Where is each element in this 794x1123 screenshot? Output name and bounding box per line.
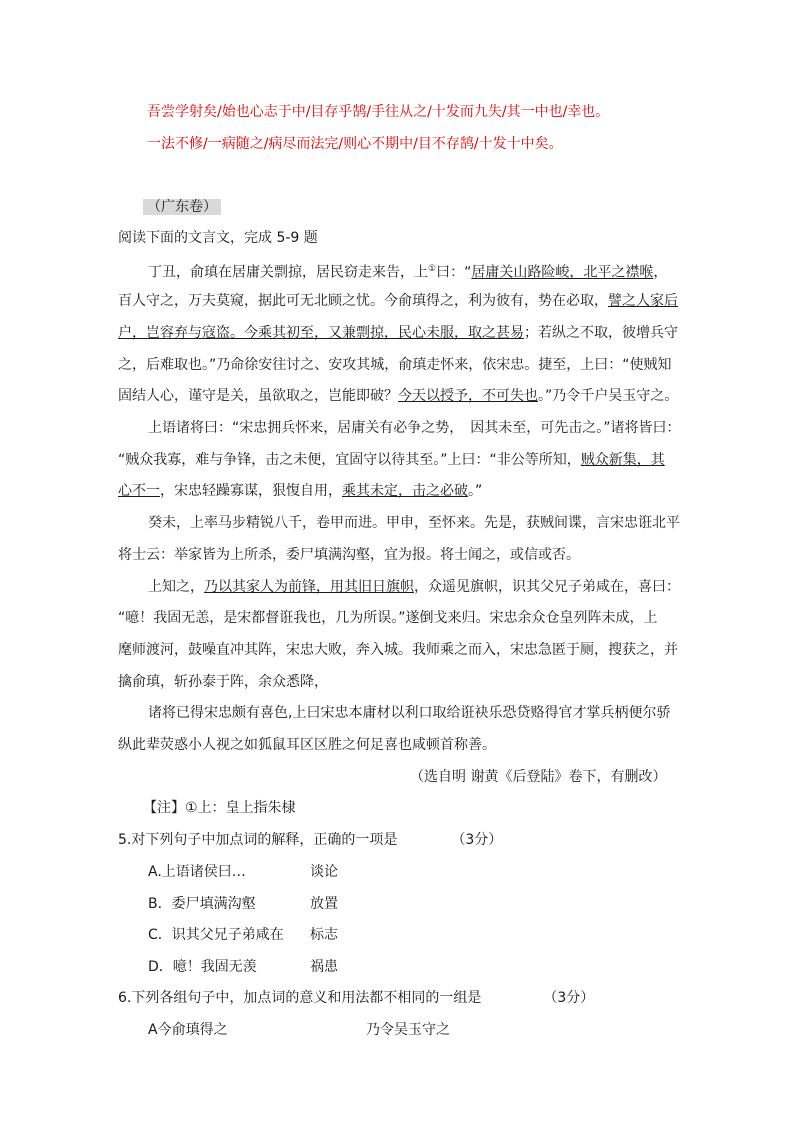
p2-line-2: “贼众我寡，难与争锋，击之未便，宜固守以待其至。”上曰：“非公等所知，贼众新集，其 (118, 452, 665, 468)
p4-line-1: 上知之，乃以其家人为前锋，用其旧日旗帜，众遥见旗帜，识其父兄子弟咸在，喜曰： (148, 579, 680, 595)
instruction: 阅读下面的文言文，完成 5-9 题 (118, 230, 318, 246)
p4-line-4: 擒俞瑱，斩孙泰于阵，余众悉降， (118, 674, 328, 690)
q5-option-a: A.上语诸侯曰… 谈论 (148, 864, 338, 880)
p4-line-3: 麾师渡河，鼓噪直冲其阵，宋忠大败，奔入城。我师乘之而入，宋忠急匿于厕，搜获之，并 (118, 642, 678, 658)
source-citation: （选自明 谢黄《后登陆》卷下，有删改） (410, 769, 667, 785)
p4-line-2: “噫！我固无恙，是宋都督诳我也，几为所误。”遂倒戈来归。宋忠余众仓皇列阵未成，上 (118, 610, 658, 626)
p2-line-1: 上语诸将曰：“宋忠拥兵怀来，居庸关有必争之势， 因其未至，可先击之。”诸将皆曰： (148, 420, 681, 436)
red-line-2: 一法不修/一病随之/病尽而法完/则心不期中/目不存鹄/十发十中矣。 (147, 136, 563, 152)
q5-option-c: C．识其父兄子弟咸在 标志 (148, 927, 338, 943)
p3-line-1: 癸未，上率马步精锐八千，卷甲而进。甲申，至怀来。先是，获贼间谍，言宋忠诳北平 (148, 515, 680, 531)
q6-option-a: A今俞瑱得之 乃令吴玉守之 (148, 1022, 450, 1038)
section-tag: （广东卷） (143, 197, 221, 217)
p5-line-2: 纵此辈荧惑小人视之如狐鼠耳区区胜之何足喜也咸顿首称善。 (118, 737, 496, 753)
q5-option-b: B．委尸填满沟壑 放置 (148, 896, 338, 912)
q5-stem: 5.对下列句子中加点词的解释，正确的一项是 （3分） (118, 832, 503, 848)
p1-line-4: 之，后难取也。”乃命徐安往讨之、安攻其城，俞瑱走怀来，依宋忠。捷至，上曰：“使贼知 (118, 357, 672, 373)
p1-line-2: 百人守之，万夫莫窥，据此可无北顾之忧。今俞瑱得之，利为彼有，势在必取，譬之人家后 (118, 293, 678, 309)
p1-line-1: 丁丑，俞瑱在居庸关剽掠，居民窃走来告，上①曰：“居庸关山路险峻，北平之襟喉， (148, 264, 668, 281)
p5-line-1: 诸将已得宋忠颇有喜色,上曰宋忠本庸材以利口取给诳袂乐恐贷赂得官才掌兵柄便尔骄 (148, 705, 671, 721)
footnote: 【注】①上：皇上指朱棣 (143, 800, 296, 816)
q5-option-d: D．噫！我固无羡 祸患 (148, 959, 338, 975)
p1-line-3: 户，岂容弃与寇盗。今乘其初至，又兼剽掠，民心未服，取之甚易；若纵之不取，彼增兵守 (118, 325, 678, 341)
p3-line-2: 将士云：举家皆为上所杀，委尸填满沟壑，宜为报。将士闻之，或信或否。 (118, 547, 580, 563)
p2-line-3: 心不一，宋忠轻躁寡谋，狠愎自用，乘其未定，击之必破。” (118, 483, 483, 499)
p1-line-5: 固结人心，谨守是关，虽欲取之，岂能即破？今天以授予，不可失也。”乃令千户吴玉守之。 (118, 388, 679, 404)
q6-stem: 6.下列各组句子中，加点词的意义和用法都不相同的一组是 （3分） (118, 990, 595, 1006)
red-line-1: 吾尝学射矣/始也心志于中/目存乎鹄/手往从之/十发而九失/其一中也/幸也。 (147, 104, 610, 120)
